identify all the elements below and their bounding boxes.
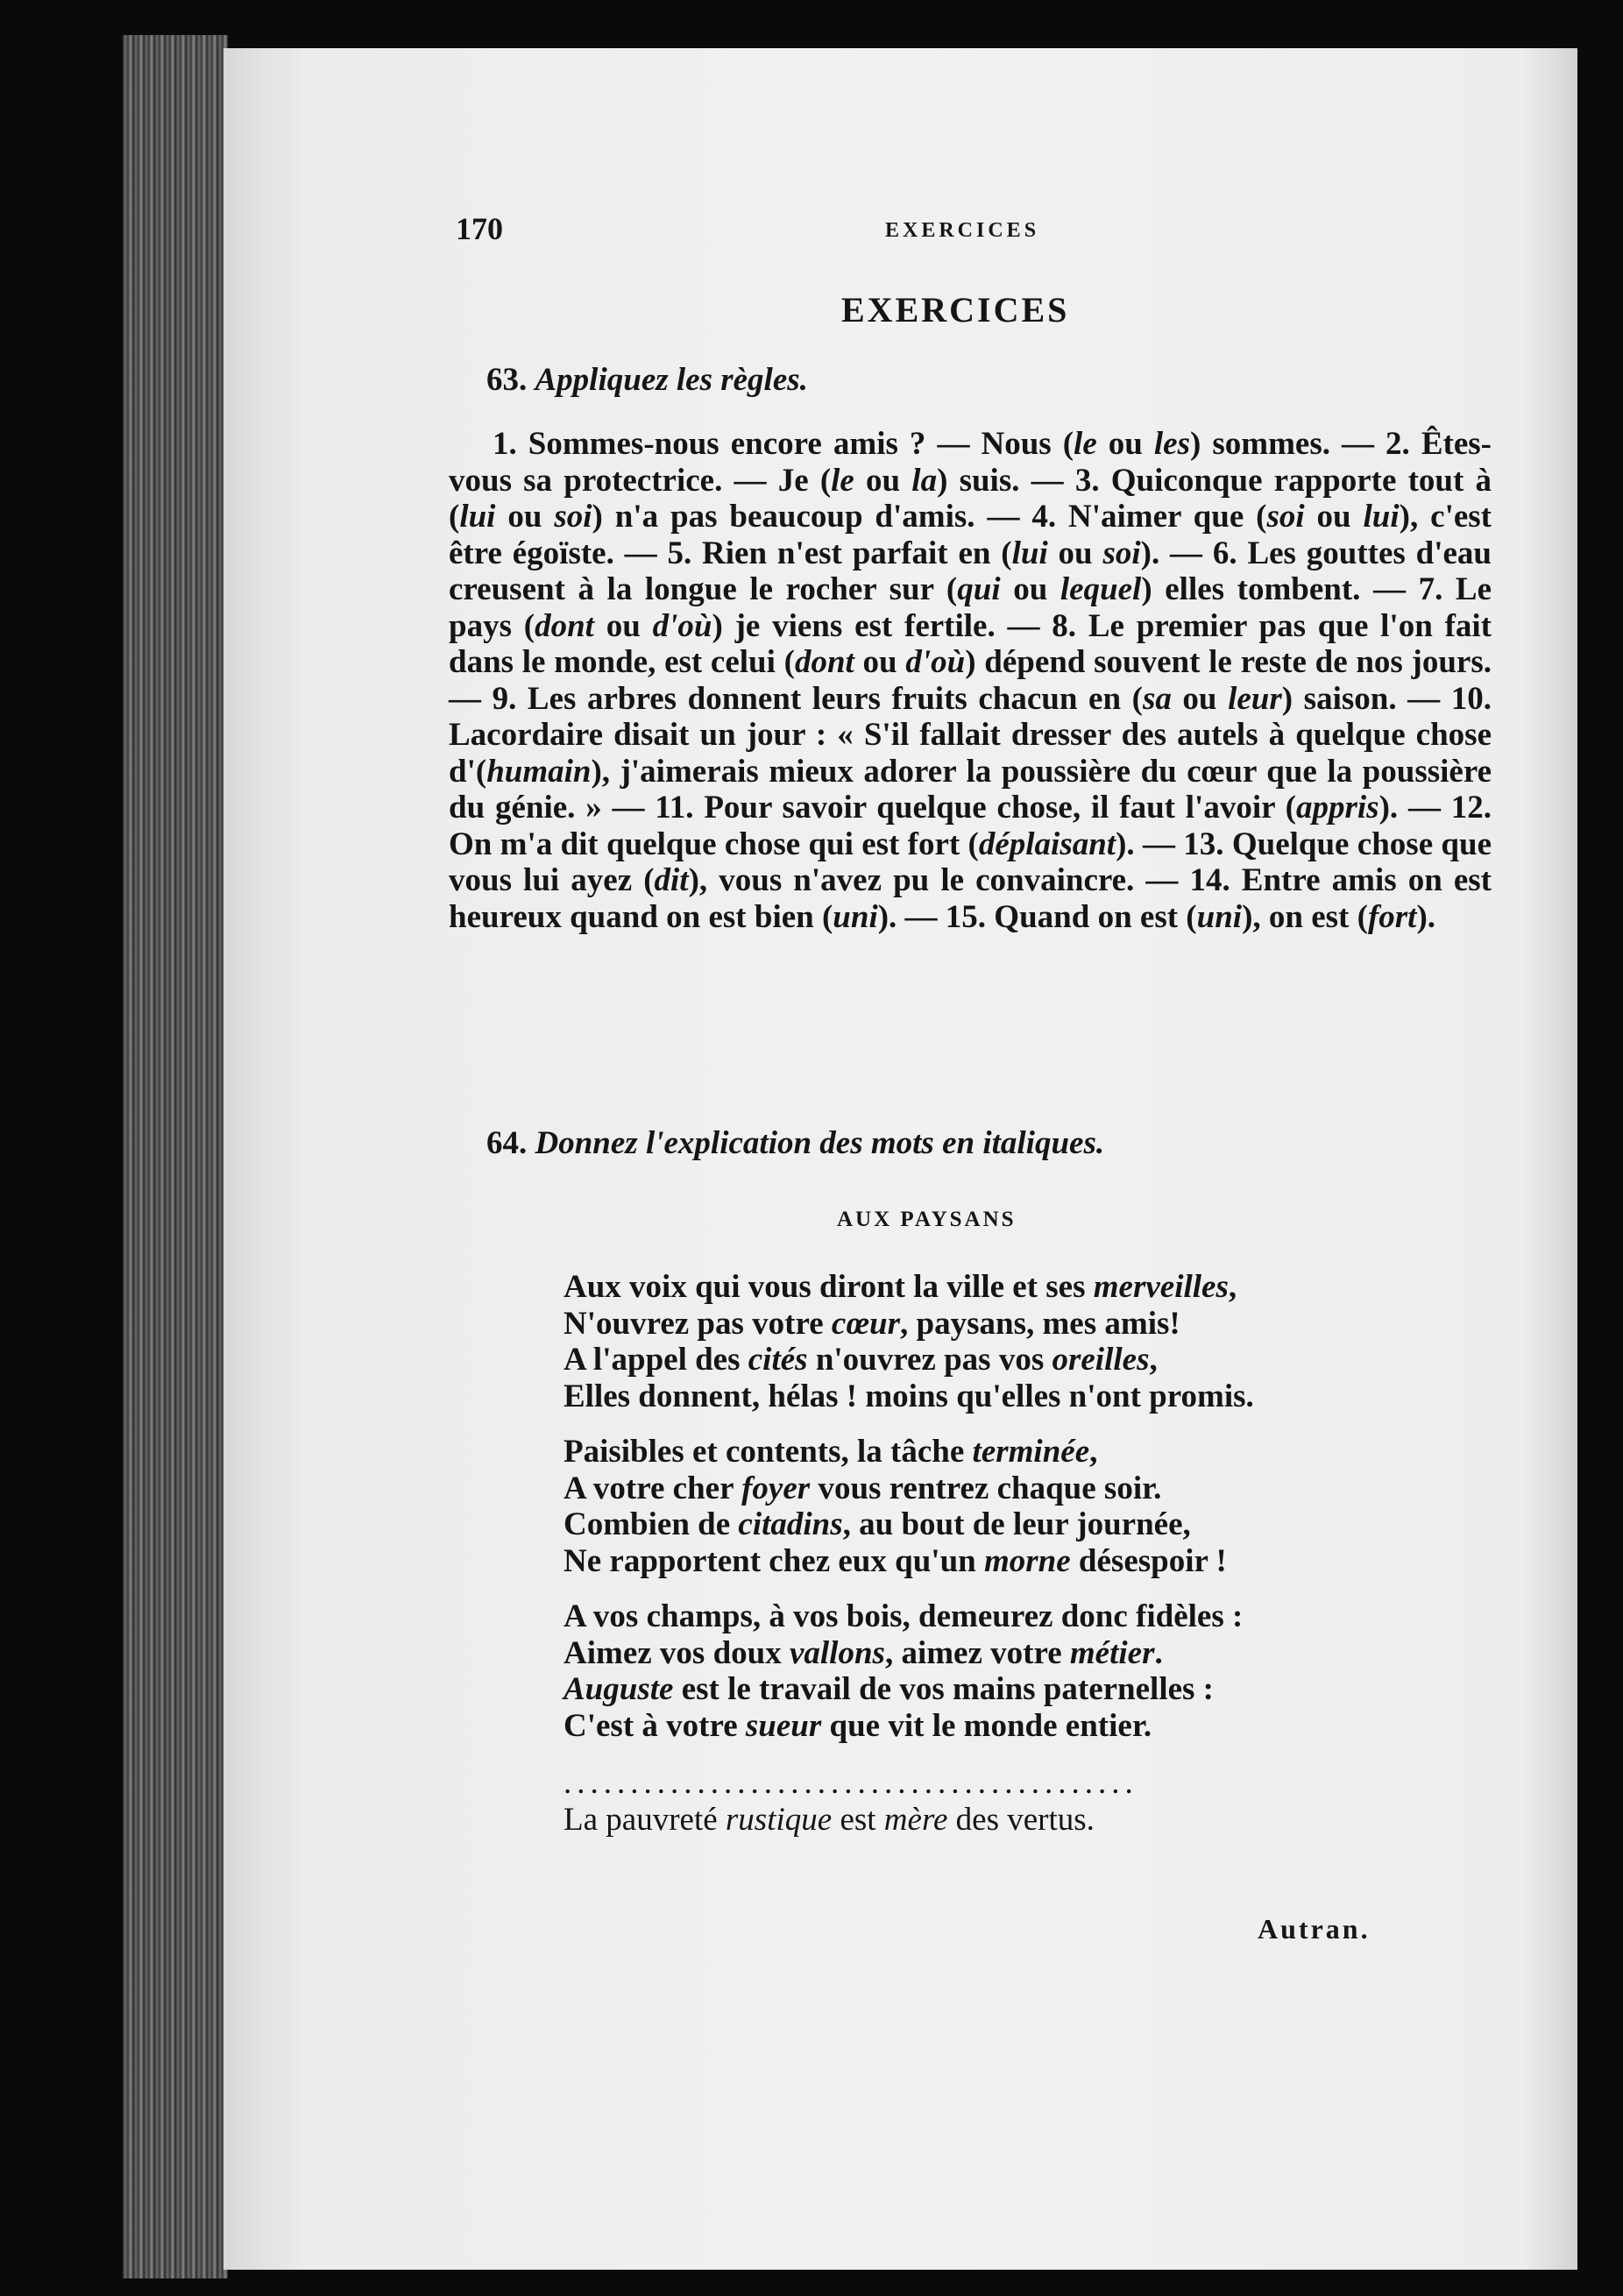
poem-line: A vos champs, à vos bois, demeurez donc fidèles : [563, 1598, 1244, 1634]
poem-line: Ne rapportent chez eux qu'un morne désespoir ! [563, 1542, 1227, 1579]
exercise-64-number: 64. [486, 1125, 528, 1161]
poem-title: AUX PAYSANS [837, 1208, 1017, 1231]
poem-line: A l'appel des cités n'ouvrez pas vos oreilles, [563, 1342, 1158, 1378]
exercise-63-text: 1. Sommes-nous encore amis ? — Nous (le ou les) sommes. — 2. Êtes-vous sa protectrice. — Je (le ou la) suis. — 3. Quiconque rapporte tout à (lui ou soi) n'a pas beaucoup d'amis. — 4. N'aimer que (soi ou lui), c'est être égoïste. — 5. Rien n'est parfait en (lui ou soi). — 6. Les gouttes d'eau creusent à la longue le rocher sur (qui ou lequel) elles tombent. — 7. Le pays (dont ou d'où) je viens est fertile. — 8. Le premier pas que l'on fait dans le monde, est celui (dont ou d'où) dépend souvent le reste de nos jours. — 9. Les arbres donnent leurs fruits chacun en (sa ou leur) saison. — 10. Lacordaire disait un jour : « S'il fallait dresser des autels à quelque chose d'(humain), j'aimerais mieux adorer la poussière du cœur que la poussière du génie. » — 11. Pour savoir quelque chose, il faut l'avoir (appris). — 12. On m'a dit quelque chose qui est fort (déplaisant). — 13. Quelque chose que vous lui ayez (dit), vous n'avez pu le convaincre. — 14. Entre amis on est heureux quand on est bien (uni). — 15. Quand on est (uni), on est (fort). [449, 426, 1492, 935]
exercise-64-heading [486, 1124, 1104, 1162]
poem-line: Aimez vos doux vallons, aimez votre métier. [563, 1634, 1163, 1671]
poem-line: Paisibles et contents, la tâche terminée, [563, 1434, 1098, 1470]
exercise-63-heading [486, 361, 808, 399]
poem-ellipsis: ........................................... [563, 1765, 1138, 1801]
poem-line: Combien de citadins, au bout de leur journée, [563, 1506, 1191, 1542]
exercise-63-body [449, 426, 1492, 935]
poem-stanza-2 [563, 1434, 1440, 1579]
poem-line: Elles donnent, hélas ! moins qu'elles n'ont promis. [563, 1378, 1254, 1414]
poem-stanza-3 [563, 1598, 1440, 1744]
poem-line: C'est à votre sueur que vit le monde entier. [563, 1707, 1152, 1744]
running-header [456, 210, 1525, 254]
poem-body [563, 1269, 1440, 1857]
poem-author: Autran. [1258, 1913, 1371, 1945]
page-title: EXERCICES [841, 290, 1070, 330]
poem-line: Auguste est le travail de vos mains paternelles : [563, 1671, 1215, 1707]
exercise-63-number: 63. [486, 362, 528, 398]
running-title: EXERCICES [885, 219, 1040, 242]
exercise-64-instruction: Donnez l'explication des mots en italiques. [535, 1125, 1105, 1161]
poem-last-line: La pauvreté rustique est mère des vertus. [563, 1801, 1095, 1838]
exercise-63-instruction: Appliquez les règles. [535, 362, 808, 398]
poem-stanza-1 [563, 1269, 1440, 1414]
book-page-edges [123, 35, 228, 2278]
poem-line: A votre cher foyer vous rentrez chaque soir. [563, 1470, 1162, 1506]
poem-closing [563, 1765, 1440, 1838]
page-number: 170 [456, 211, 503, 246]
poem-line: N'ouvrez pas votre cœur, paysans, mes amis! [563, 1305, 1180, 1342]
poem-line: Aux voix qui vous diront la ville et ses merveilles, [563, 1269, 1237, 1305]
